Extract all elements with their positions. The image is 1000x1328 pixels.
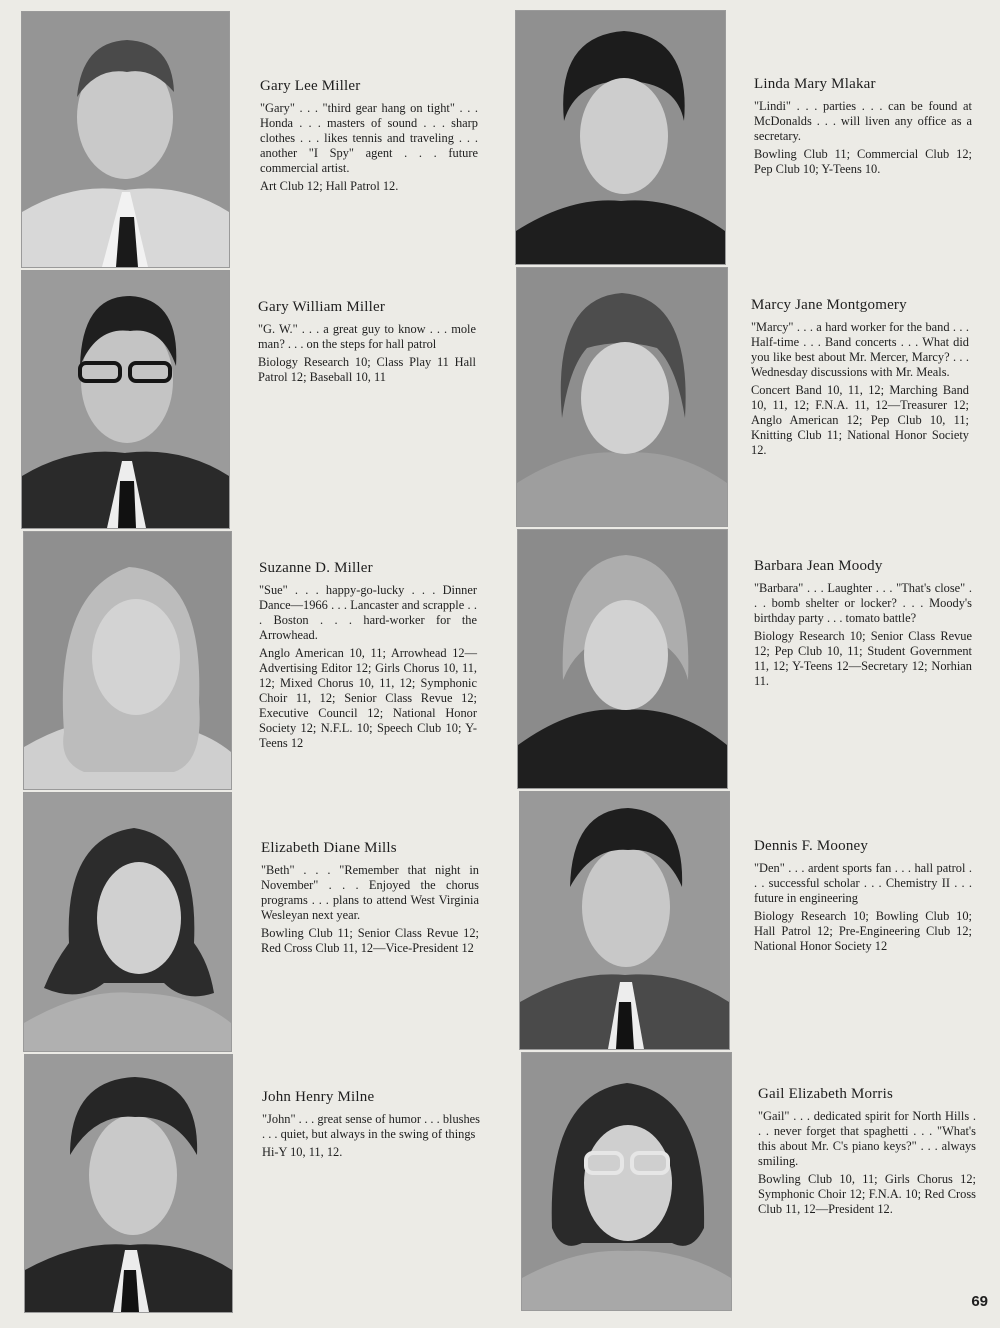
page-number: 69 — [971, 1293, 988, 1310]
student-activities: Anglo American 10, 11; Arrowhead 12—Advertising Editor 12; Girls Chorus 10, 11, 12; Mixed Chorus 10, 11, 12; Symphonic Choir 11, 12; Senior Class Revue 12; Executive Council 12; National Honor Society 12; N.F.L. 10; Speech Club 10; Y-Teens 12 — [259, 646, 477, 750]
student-entry-marcy-jane-montgomery — [751, 297, 969, 458]
student-quote: "Beth" . . . "Remember that night in November" . . . Enjoyed the chorus programs . . . plans to attend West Virginia Wesleyan next year. — [261, 863, 479, 922]
portrait-photo-gary-william-miller — [22, 271, 229, 528]
student-entry-suzanne-d-miller — [259, 560, 477, 751]
student-entry-gail-elizabeth-morris — [758, 1086, 976, 1217]
student-name: Elizabeth Diane Mills — [261, 840, 397, 856]
student-quote: "Marcy" . . . a hard worker for the band . . . Half-time . . . Band concerts . . . What did you like best about Mr. Mercer, Marcy? . . . Wednesday discussions with Mr. Meals. — [751, 320, 969, 379]
student-activities: Biology Research 10; Class Play 11 Hall Patrol 12; Baseball 10, 11 — [258, 355, 476, 384]
student-name: Gail Elizabeth Morris — [758, 1086, 893, 1102]
student-entry-dennis-f-mooney — [754, 838, 972, 954]
student-entry-elizabeth-diane-mills — [261, 840, 479, 956]
student-name: Gary Lee Miller — [260, 78, 361, 94]
student-quote: "Sue" . . . happy-go-lucky . . . Dinner Dance—1966 . . . Lancaster and scrapple . . . Boston . . . hard-worker for the Arrowhead. — [259, 583, 477, 642]
student-quote: "John" . . . great sense of humor . . . blushes . . . quiet, but always in the swing of things — [262, 1112, 480, 1141]
student-name: John Henry Milne — [262, 1089, 375, 1105]
student-quote: "Lindi" . . . parties . . . can be found at McDonalds . . . will liven any office as a secretary. — [754, 99, 972, 143]
student-entry-linda-mary-mlakar — [754, 76, 972, 177]
student-quote: "G. W." . . . a great guy to know . . . mole man? . . . on the steps for hall patrol — [258, 322, 476, 351]
portrait-photo-elizabeth-diane-mills — [24, 793, 231, 1051]
portrait-photo-linda-mary-mlakar — [516, 11, 725, 264]
student-quote: "Den" . . . ardent sports fan . . . hall patrol . . . successful scholar . . . Chemistry II . . . future in engineering — [754, 861, 972, 905]
student-entry-barbara-jean-moody — [754, 558, 972, 689]
student-name: Suzanne D. Miller — [259, 560, 373, 576]
student-quote: "Gary" . . . "third gear hang on tight" . . . Honda . . . masters of sound . . . sharp clothes . . . likes tennis and traveling . . . another "I Spy" agent . . . future commercial artist. — [260, 101, 478, 175]
student-activities: Bowling Club 11; Commercial Club 12; Pep Club 10; Y-Teens 10. — [754, 147, 972, 176]
student-activities: Hi-Y 10, 11, 12. — [262, 1145, 343, 1159]
student-activities: Biology Research 10; Bowling Club 10; Hall Patrol 12; Pre-Engineering Club 12; National Honor Society 12 — [754, 909, 972, 953]
portrait-photo-john-henry-milne — [25, 1055, 232, 1312]
portrait-photo-marcy-jane-montgomery — [517, 268, 727, 526]
student-entry-john-henry-milne — [262, 1089, 480, 1160]
student-quote: "Barbara" . . . Laughter . . . "That's close" . . . bomb shelter or locker? . . . Moody's birthday party . . . tomato battle? — [754, 581, 972, 625]
student-name: Barbara Jean Moody — [754, 558, 883, 574]
student-name: Linda Mary Mlakar — [754, 76, 876, 92]
portrait-photo-gary-lee-miller — [22, 12, 229, 267]
student-activities: Art Club 12; Hall Patrol 12. — [260, 179, 399, 193]
student-entry-gary-lee-miller — [260, 78, 478, 194]
portrait-photo-gail-elizabeth-morris — [522, 1053, 731, 1310]
portrait-photo-suzanne-d-miller — [24, 532, 231, 789]
student-activities: Biology Research 10; Senior Class Revue 12; Pep Club 10, 11; Student Government 11, 12; Y-Teens 12—Secretary 12; Norhian 11. — [754, 629, 972, 688]
student-quote: "Gail" . . . dedicated spirit for North Hills . . . never forget that spaghetti . . . "What's this about Mr. C's piano keys?" . . . always smiling. — [758, 1109, 976, 1168]
student-activities: Concert Band 10, 11, 12; Marching Band 10, 11, 12; F.N.A. 11, 12—Treasurer 12; Anglo American 12; Pep Club 10, 11; Knitting Club 11; National Honor Society 12. — [751, 383, 969, 457]
portrait-photo-dennis-f-mooney — [520, 792, 729, 1049]
student-name: Gary William Miller — [258, 299, 386, 315]
student-name: Marcy Jane Montgomery — [751, 297, 907, 313]
student-activities: Bowling Club 10, 11; Girls Chorus 12; Symphonic Choir 12; F.N.A. 10; Red Cross Club 11, 12—President 12. — [758, 1172, 976, 1216]
student-name: Dennis F. Mooney — [754, 838, 869, 854]
student-activities: Bowling Club 11; Senior Class Revue 12; Red Cross Club 11, 12—Vice-President 12 — [261, 926, 479, 955]
student-entry-gary-william-miller — [258, 299, 476, 385]
portrait-photo-barbara-jean-moody — [518, 530, 727, 788]
